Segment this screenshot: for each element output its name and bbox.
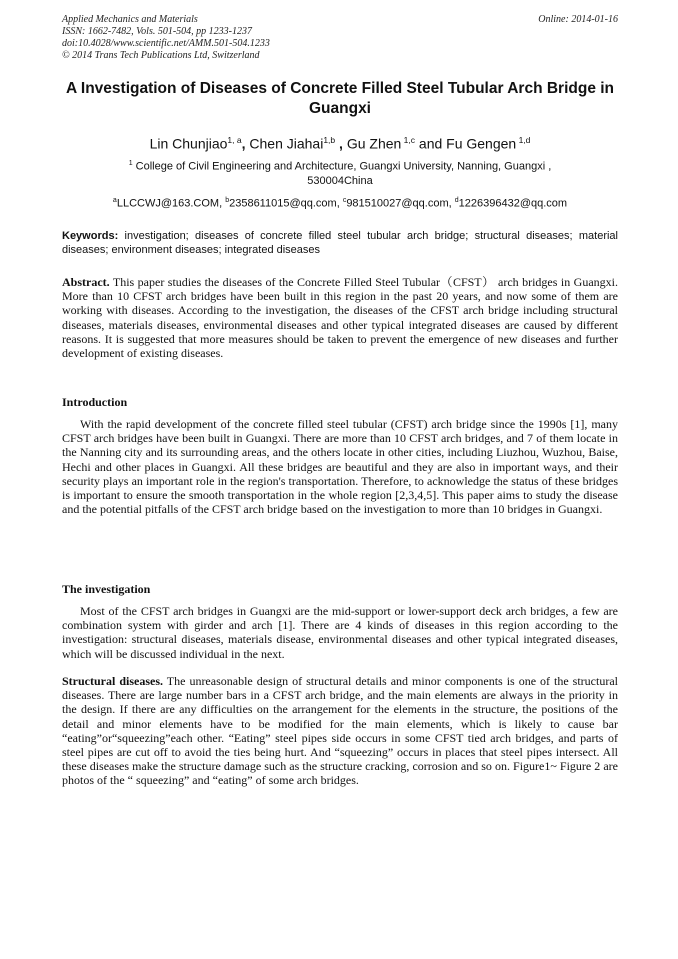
affiliation-mark: 1 (128, 160, 133, 167)
journal-issn: ISSN: 1662-7482, Vols. 501-504, pp 1233-1237 (62, 26, 252, 37)
email-address: LLCCWJ@163.COM, (116, 197, 226, 210)
author-name: Lin Chunjiao (149, 135, 228, 152)
structural-diseases-paragraph (62, 674, 618, 788)
author-name: Gu Zhen (346, 135, 402, 152)
email-list (62, 194, 618, 211)
keywords (62, 229, 618, 257)
journal-header (62, 14, 618, 62)
structural-diseases-label: Structural diseases. (62, 674, 163, 688)
email-mark: c (342, 197, 347, 204)
author-name: Fu Gengen (446, 135, 517, 152)
author-affil-mark: 1,d (516, 135, 531, 145)
email-mark: d (454, 197, 459, 204)
author-separator: , (335, 135, 347, 152)
keywords-label: Keywords: (62, 230, 119, 242)
author-separator: , (241, 135, 250, 152)
journal-name: Applied Mechanics and Materials (62, 14, 198, 25)
email-mark: a (112, 197, 117, 204)
paper-title: A Investigation of Diseases of Concrete Filled Steel Tubular Arch Bridge in Guangxi (65, 80, 615, 117)
journal-copyright: © 2014 Trans Tech Publications Ltd, Switzerland (62, 50, 260, 61)
author-separator: and (415, 135, 447, 152)
author-name: Chen Jiahai (249, 135, 324, 152)
investigation-paragraph: Most of the CFST arch bridges in Guangxi are the mid-support or lower-support deck arch bridges, a few are combination system with girder and arch [1]. There are 4 kinds of diseases in this region according to the investigation: structural diseases, materials disease, environmental diseases and other typical integrated diseases, which will be discussed individual in the next. (62, 604, 618, 661)
abstract (62, 275, 618, 360)
abstract-text: This paper studies the diseases of the Concrete Filled Steel Tubular（CFST） arch bridges in Guangxi. More than 10 CFST arch bridges have been built in this region in the past 20 years, and now some of them are working with diseases. According to the investigation, the diseases of the CFST arch bridge including structural diseases, materials diseases, environmental diseases and other typical integrated diseases are caused by different reasons. It is suggested that more measures should be taken to prevent the emergence of new diseases and further development of existing diseases. (62, 275, 618, 361)
email-address: 1226396432@qq.com (458, 197, 568, 210)
author-list (62, 131, 618, 153)
section-heading-introduction: Introduction (62, 395, 128, 409)
affiliation-text: College of Civil Engineering and Architecture, Guangxi University, Nanning, Guangxi , 530004China (132, 160, 552, 187)
keywords-text: investigation; diseases of concrete filled steel tubular arch bridge; structural diseases; material diseases; environment diseases; integrated diseases (62, 230, 618, 256)
email-mark: b (225, 197, 230, 204)
author-affil-mark: 1, a (227, 135, 242, 145)
journal-doi: doi:10.4028/www.scientific.net/AMM.501-504.1233 (62, 38, 270, 49)
section-heading-investigation: The investigation (62, 582, 151, 596)
abstract-label: Abstract. (62, 275, 110, 289)
online-date: Online: 2014-01-16 (538, 14, 618, 25)
email-address: 2358611015@qq.com, (229, 197, 343, 210)
affiliation (100, 157, 580, 188)
author-affil-mark: 1,b (323, 135, 336, 145)
author-affil-mark: 1,c (401, 135, 416, 145)
introduction-paragraph: With the rapid development of the concrete filled steel tubular (CFST) arch bridge since the 1990s [1], many CFST arch bridges have been built in Guangxi. There are more than 10 CFST arch bridges, and 7 of them locate in the Nanning city and its surrounding areas, and the others locate in other cities, including Liuzhou, Wuzhou, Baise, Hechi and other places in Guangxi. All these bridges are beautiful and they are also in important ways, and their security plays an important role in the region's transportation. Therefore, to acknowledge the status of these bridges is important to ensure the smooth transportation in the whole region [2,3,4,5]. This paper aims to study the disease and the potential pitfalls of the CFST arch bridge based on the investigation to more than 10 bridges in Guangxi. (62, 417, 618, 517)
email-address: 981510027@qq.com, (346, 197, 455, 210)
structural-diseases-text: The unreasonable design of structural details and minor components is one of the structural diseases. There are large number bars in a CFST arch bridge, and the main elements are always in the priority in the design. If there are any difficulties on the arrangement for the elements in the structure, the positions of the detail and minor elements have to be modified for the main elements, which is likely to cause bar “eating”or“squeezing”each other. “Eating” steel pipes side occurs in some CFST tied arch bridges, and parts of steel pipes are cut off to avoid the ties being hurt. And “squeezing” occurs in places that steel pipes intersect. All these diseases make the structure damage such as the structure cracking, corrosion and so on. Figure1~ Figure 2 are photos of the “ squeezing” and “eating” of some arch bridges. (62, 674, 618, 788)
